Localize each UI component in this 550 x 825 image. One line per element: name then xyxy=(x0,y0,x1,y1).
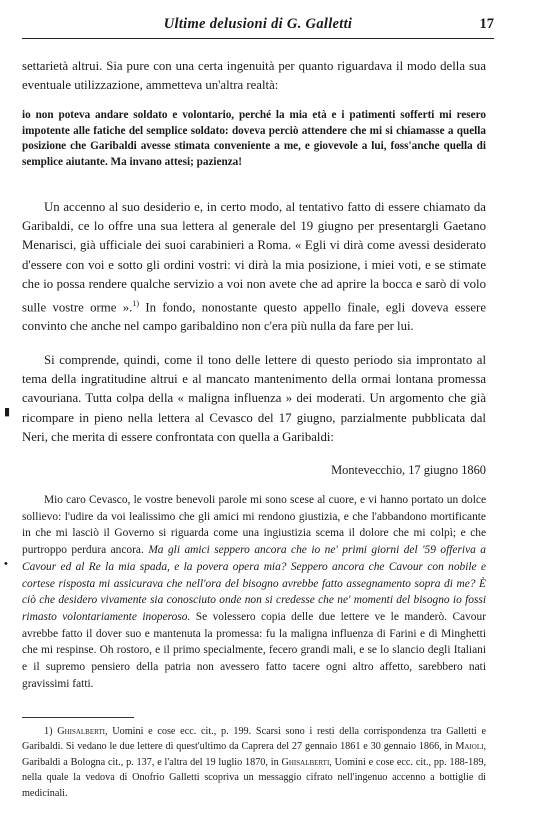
paragraph-ingratitude-text: Si comprende, quindi, come il tono delle lettere di questo periodo sia improntato al tema della ingratitudine altrui e al mancato mantenimento della ormai lontana promessa cavouriana. Tutta colpa della « maligna influenza » dei moderati. Un argomento che già ricompare in pieno nella lettera al Cevasco del 17 giugno, parzialmente pubblicata dal Neri, che merita di essere confrontata con quella a Garibaldi: xyxy=(22,353,486,444)
letter-dateline-text: Montevecchio, 17 giugno 1860 xyxy=(331,463,486,477)
footnote-author: Maioli xyxy=(455,741,484,753)
footnote-author: Ghisalberti xyxy=(57,726,105,737)
letter-opening: Mio caro Cevasco, le vostre benevoli parole mi sono scese al cuore, e vi hanno portato un dolce sollievo: l'udire da voi lealissimo che gli amici mi rendono giustizia, e che l'abbandono mortificante in che mi lasciò il Governo si riguarda come una ingiustizia scema il dolore che mi colpì; e che purtroppo perdura ancora. xyxy=(22,494,486,557)
margin-marker: ▮ xyxy=(4,406,11,418)
footnote-author: Ghisalberti xyxy=(281,756,330,768)
footnote-segment: , Uomini e cose ecc. cit., pp. 188-189, nella quale la vedova di Onofrio Galletti scopriva un messaggio cifrato nell'ingenuo accenno a bottiglie di medicinali. xyxy=(22,756,486,799)
footnote-text xyxy=(22,724,486,801)
paragraph-intro xyxy=(22,57,486,95)
margin-bullet: • xyxy=(4,558,8,570)
footnote-marker: 1) xyxy=(44,726,53,737)
block-quote-galletti xyxy=(22,108,486,170)
letter-italic-passage: Ma gli amici seppero ancora che io ne' primi giorni del '59 offeriva a Cavour ed al Re la mia spada, e la povera opera mia? Seppero ancora che Cavour con nobile e cortese risposta mi assicurava che nell'ora del bisogno avrebbe fatto assegnamento sopra di me? È ciò che desidero vivamente sia conosciuto onde non si credesse che ne' momenti del bisogno io fossi rimasto volontariamente inoperoso. xyxy=(22,544,486,623)
footnote-reference: 1) xyxy=(132,299,140,309)
letter-closing: Se volessero copia delle due lettere ve le manderò. Cavour avrebbe fatto il dover suo e mantenuta la promessa: fu la maligna influenza di Farini e di Minghetti che mi respinse. Oh rostoro, e il primo specialmente, fecero grandi mali, e se lo slancio degli Italiani e il supremo pensiero della patria non avessero fatto tacere ogni altro affetto, sarebbero nati gravissimi fatti. xyxy=(22,610,486,690)
letter-dateline xyxy=(22,463,486,478)
footnote-rule xyxy=(22,717,134,718)
paragraph-intro-text: settarietà altrui. Sia pure con una certa ingenuità per quanto riguardava il modo della sua eventuale utilizzazione, ammetteva un'altra realtà: xyxy=(22,59,486,93)
running-title: Ultime delusioni di G. Galletti xyxy=(163,16,353,32)
footnote-segment: , Garibaldi a Bologna cit., p. 137, e l'altra del 19 luglio 1870, in xyxy=(22,741,487,768)
footnote-segment: , Uomini e cose ecc. cit., p. 199. Scarsi sono i resti della corrispondenza tra Galletti e Garibaldi. Si vedano le due lettere di quest'ultimo da Caprera del 27 gennaio 1861 e 30 gennaio 1866, in xyxy=(22,726,487,753)
paragraph-ingratitude xyxy=(22,351,486,447)
page-number: 17 xyxy=(479,16,494,32)
block-quote-text: io non poteva andare soldato e volontario, perché la mia età e i patimenti sofferti mi resero impotente alle fatiche del semplice soldato: doveva perciò attendere che mi si chiamasse a quella posizione che Garibaldi avesse stimata conveniente a me, e giovevole a lui, foss'anche quella di semplice aiutante. Ma invano attesi; pazienza! xyxy=(22,109,486,168)
paragraph-garibaldi-text xyxy=(22,198,486,337)
letter-to-cevasco xyxy=(22,492,486,692)
running-header xyxy=(22,14,494,39)
paragraph-garibaldi-letter xyxy=(22,198,486,337)
footnote xyxy=(22,724,486,801)
letter-text xyxy=(22,492,486,692)
paragraph-garibaldi-tail: In fondo, nonostante questo appello finale, egli doveva essere convinto che anche nel campo garibaldino non c'era più nulla da fare per lui. xyxy=(22,300,487,334)
paragraph-garibaldi-body: Un accenno al suo desiderio e, in certo modo, al tentativo fatto di essere chiamato da Garibaldi, ce lo offre una sua lettera al generale del 19 giugno per presentargli Gaetano Menarisci, già ufficiale dei suoi carabinieri a Roma. « Egli vi dirà come avessi desiderato d'essere con voi e sotto gli ordini vostri: vi dirà la mia posizione, i miei voti, e se stimate che io possa rendere qualche servizio a voi non avete che ad aprire la bocca e sarò di volo sulle vostre orme ». xyxy=(22,200,486,315)
